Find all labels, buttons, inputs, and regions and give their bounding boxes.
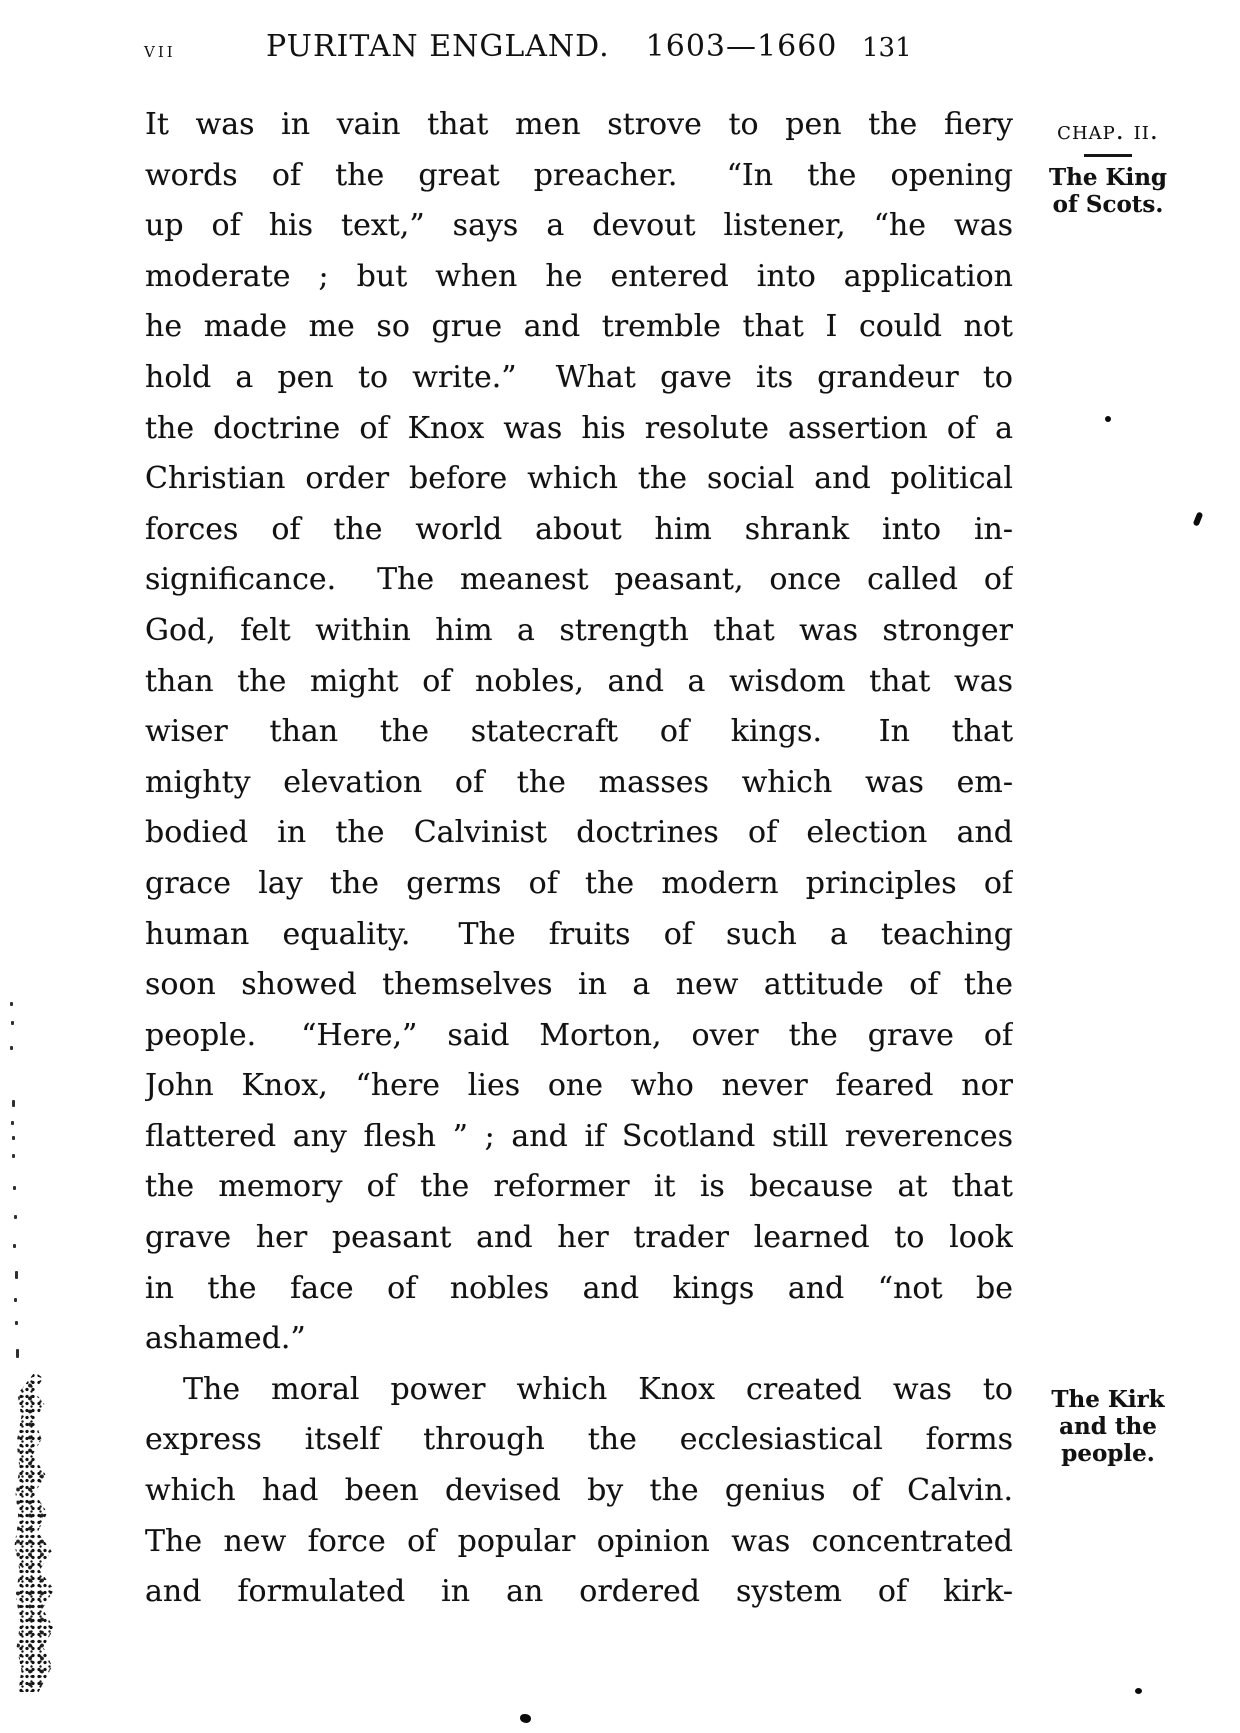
ink-speck xyxy=(1105,416,1111,422)
text-line: the memory of the reformer it is because at that xyxy=(145,1169,1013,1205)
margin-note-line: The King xyxy=(1048,164,1167,191)
ink-speck xyxy=(1135,1688,1142,1694)
margin-note-chapter xyxy=(1032,116,1184,218)
chapter-numeral: vii xyxy=(144,38,176,63)
margin-note-line: and the xyxy=(1059,1413,1157,1440)
text-line: forces of the world about him shrank into in- xyxy=(145,511,1013,547)
text-line: which had been devised by the genius of Calvin. xyxy=(145,1473,1013,1509)
text-line: grave her peasant and her trader learned to look xyxy=(145,1220,1013,1256)
margin-note-line: people. xyxy=(1061,1440,1155,1467)
edge-speck xyxy=(13,1186,16,1190)
page-number: 131 xyxy=(862,33,912,63)
margin-note-line: The Kirk xyxy=(1051,1386,1165,1413)
text-line: wiser than the statecraft of kings. In that xyxy=(145,714,1013,750)
text-line: The new force of popular opinion was concentrated xyxy=(145,1523,1013,1559)
text-line: he made me so grue and tremble that I could not xyxy=(145,309,1013,345)
running-title xyxy=(266,29,837,64)
edge-speck xyxy=(15,1271,18,1279)
text-line: significance. The meanest peasant, once called of xyxy=(145,562,1013,598)
text-line: John Knox, “here lies one who never feared nor xyxy=(145,1068,1013,1104)
body-text xyxy=(145,100,1013,1618)
text-line: and formulated in an ordered system of kirk- xyxy=(145,1574,1013,1610)
margin-note-kirk xyxy=(1032,1386,1184,1467)
text-line: in the face of nobles and kings and “not be xyxy=(145,1270,1013,1306)
margin-note-heading: chap. ii. xyxy=(1057,116,1159,145)
edge-speck xyxy=(11,1021,14,1025)
edge-speck xyxy=(12,1154,15,1158)
text-line: bodied in the Calvinist doctrines of election and xyxy=(145,815,1013,851)
text-line: moderate ; but when he entered into application xyxy=(145,258,1013,294)
text-line: up of his text,” says a devout listener, “he was xyxy=(145,208,1013,244)
margin-note-rule xyxy=(1084,154,1132,157)
text-line: mighty elevation of the masses which was em- xyxy=(145,764,1013,800)
edge-speck xyxy=(15,1321,18,1325)
text-line: human equality. The fruits of such a teaching xyxy=(145,916,1013,952)
text-line: express itself through the ecclesiastical forms xyxy=(145,1422,1013,1458)
binding-edge-noise xyxy=(6,1372,54,1692)
edge-speck xyxy=(12,1100,15,1107)
text-line: words of the great preacher. “In the opening xyxy=(145,157,1013,193)
text-line: hold a pen to write.” What gave its grandeur to xyxy=(145,359,1013,395)
edge-speck xyxy=(10,1002,13,1006)
text-line: flattered any flesh ” ; and if Scotland still reverences xyxy=(145,1118,1013,1154)
text-line: the doctrine of Knox was his resolute assertion of a xyxy=(145,410,1013,446)
text-line: than the might of nobles, and a wisdom that was xyxy=(145,663,1013,699)
edge-speck xyxy=(10,1046,13,1050)
edge-speck xyxy=(12,1136,15,1140)
edge-speck xyxy=(14,1215,17,1219)
text-line: people. “Here,” said Morton, over the grave of xyxy=(145,1017,1013,1053)
edge-speck xyxy=(11,1121,14,1125)
ink-blob xyxy=(520,1714,531,1723)
running-title-years: 1603—1660 xyxy=(645,29,838,64)
edge-speck xyxy=(13,1244,16,1248)
margin-note-line: of Scots. xyxy=(1052,191,1164,218)
text-line: ashamed.” xyxy=(145,1321,306,1357)
text-line: The moral power which Knox created was to xyxy=(183,1371,1013,1407)
edge-speck xyxy=(16,1349,19,1358)
ink-tick xyxy=(1193,511,1204,526)
text-line: soon showed themselves in a new attitude of the xyxy=(145,967,1013,1003)
text-line: God, felt within him a strength that was stronger xyxy=(145,612,1013,648)
text-line: It was in vain that men strove to pen the fiery xyxy=(145,107,1013,142)
text-line: Christian order before which the social and political xyxy=(145,461,1013,497)
edge-speck xyxy=(14,1298,17,1302)
running-title-text: PURITAN ENGLAND. xyxy=(266,29,610,64)
text-line: grace lay the germs of the modern principles of xyxy=(145,865,1013,901)
